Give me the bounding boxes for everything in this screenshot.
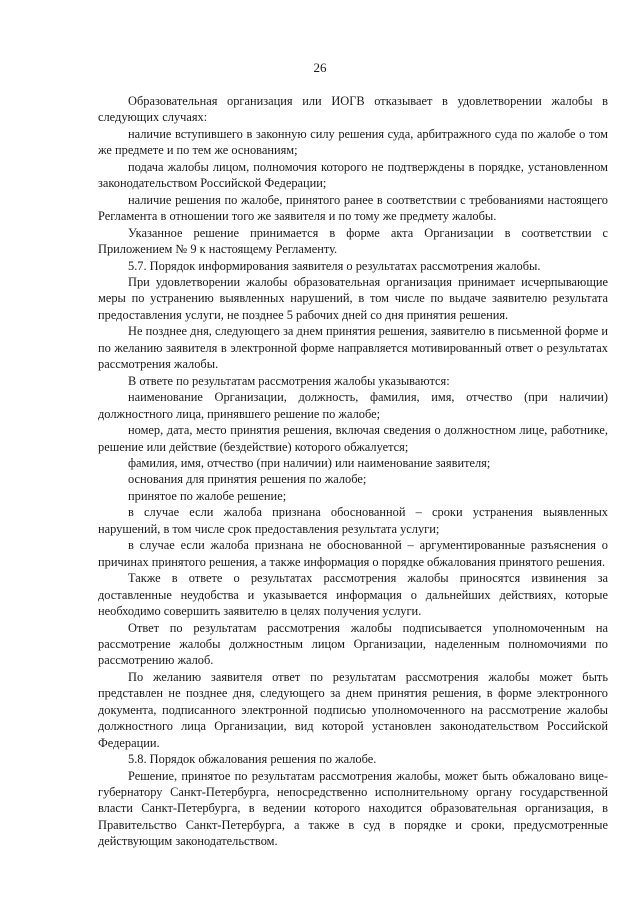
paragraph: По желанию заявителя ответ по результатам рассмотрения жалобы может быть представлен не позднее дня, следующего за днем принятия решения, в форме электронного документа, подписанного электронной подписью уполномоченного на рассмотрение жалобы должностного лица Организации, вид которой установлен законодательством Российской Федерации. [98, 669, 608, 750]
list-item: наименование Организации, должность, фамилия, имя, отчество (при наличии) должностного лица, принявшего решение по жалобе; [98, 390, 608, 421]
list-item: фамилия, имя, отчество (при наличии) или наименование заявителя; [128, 455, 491, 470]
paragraph: наличие решения по жалобе, принятого ранее в соответствии с требованиями настоящего Регламента в отношении того же заявителя и по тому же предмету жалобы. [98, 192, 608, 224]
paragraph: Также в ответе о результатах рассмотрения жалобы приносятся извинения за доставленные неудобства и указывается информация о дальнейших действиях, которые необходимо совершить заявителю в целях получения услуги. [98, 571, 608, 619]
section-heading: 5.8. Порядок обжалования решения по жалобе. [128, 752, 377, 767]
list-item: в случае если жалоба признана не обоснованной – аргументированные разъяснения о причинах принятого решения, а также информация о порядке обжалования принятого решения. [98, 538, 608, 569]
list-item: основания для принятия решения по жалобе; [128, 472, 367, 487]
paragraph: Не позднее дня, следующего за днем принятия решения, заявителю в письменной форме и по желанию заявителя в электронной форме направляется мотивированный ответ о результатах рассмотрения жалобы. [98, 324, 608, 372]
paragraph: Ответ по результатам рассмотрения жалобы подписывается уполномоченным на рассмотрение жалобы должностным лицом Организации, наделенным полномочиями по рассмотрению жалоб. [98, 620, 608, 668]
paragraph: Указанное решение принимается в форме акта Организации в соответствии с Приложением № 9 к настоящему Регламенту. [98, 225, 608, 257]
paragraph: Решение, принятое по результатам рассмотрения жалобы, может быть обжаловано вице-губернатору Санкт-Петербурга, непосредственно исполнительному органу государственной власти Санкт-Петербурга, в ведении которого находится образовательная организация, в Правительство Санкт-Петербурга, а также в суд в порядке и сроки, предусмотренные действующим законодательством. [98, 768, 608, 849]
section-heading: 5.7. Порядок информирования заявителя о результатах рассмотрения жалобы. [128, 258, 541, 273]
list-item: в случае если жалоба признана обоснованной – сроки устранения выявленных нарушений, в том числе срок предоставления результата услуги; [98, 505, 608, 536]
paragraph: При удовлетворении жалобы образовательная организация принимает исчерпывающие меры по устранению выявленных нарушений, в том числе по выдаче заявителю результата предоставления услуги, не позднее 5 рабочих дней со дня принятия решения. [98, 274, 608, 322]
paragraph: наличие вступившего в законную силу решения суда, арбитражного суда по жалобе о том же предмете и по тем же основаниям; [98, 126, 608, 158]
list-item: принятое по жалобе решение; [128, 488, 287, 503]
paragraph: подача жалобы лицом, полномочия которого не подтверждены в порядке, установленном законодательством Российской Федерации; [98, 159, 608, 191]
paragraph: Образовательная организация или ИОГВ отказывает в удовлетворении жалобы в следующих случаях: [98, 94, 608, 125]
paragraph: В ответе по результатам рассмотрения жалобы указываются: [128, 373, 450, 388]
list-item: номер, дата, место принятия решения, включая сведения о должностном лице, работнике, решение или действие (бездействие) которого обжалуется; [98, 423, 608, 454]
document-body [98, 93, 608, 850]
page-number: 26 [313, 60, 327, 75]
